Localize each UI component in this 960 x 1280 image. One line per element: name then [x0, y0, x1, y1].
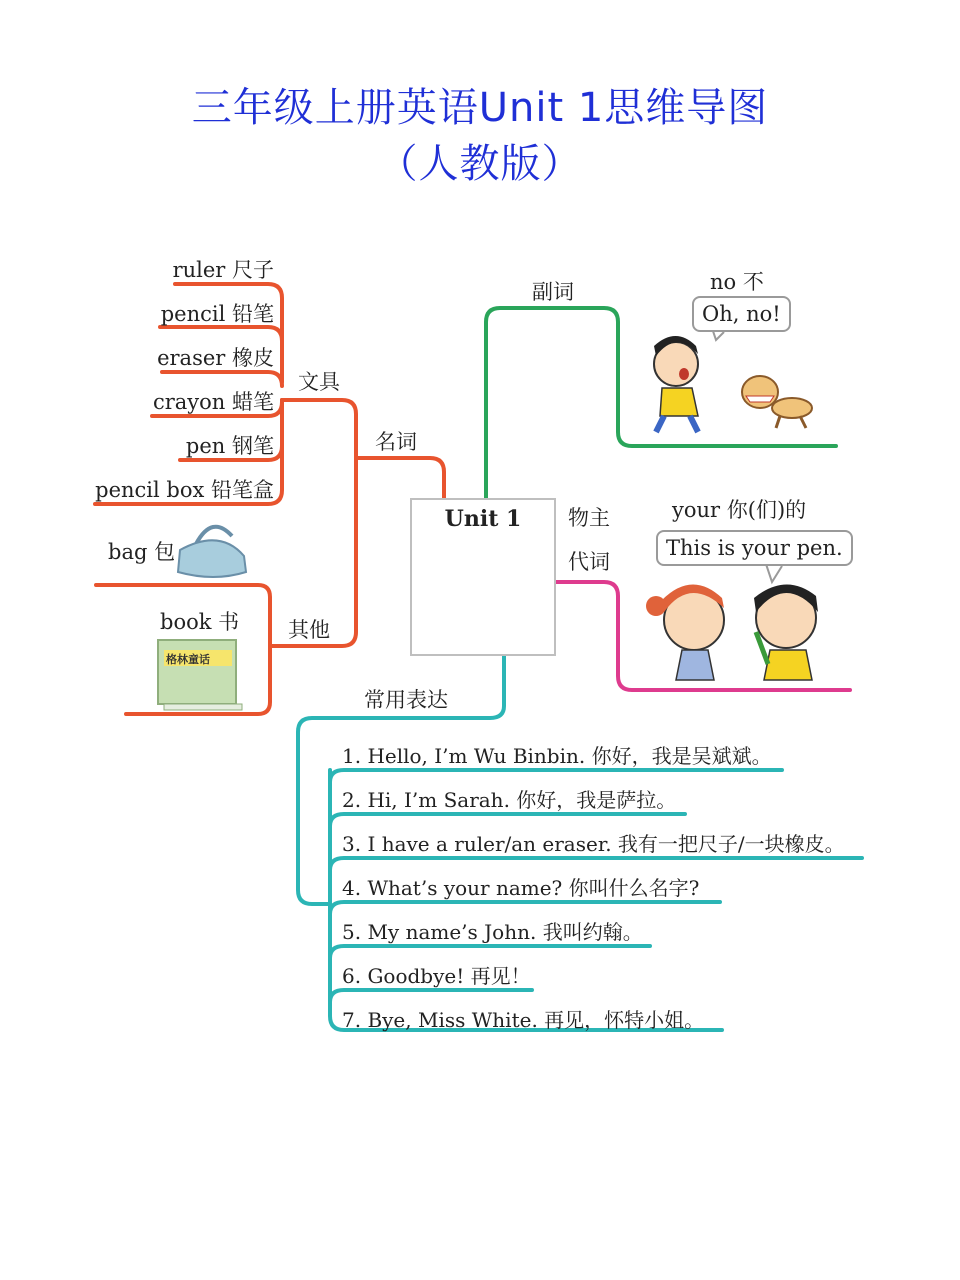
- expression-sentence: 6. Goodbye! 再见！: [342, 964, 531, 988]
- branch-label-possessive-1: 物主: [568, 506, 610, 530]
- branch-label-stationery: 文具: [298, 370, 340, 394]
- girl-and-boy-illustration: [646, 564, 818, 680]
- boy-and-dog-illustration: [654, 328, 812, 432]
- stationery-item: pen 钢笔: [185, 434, 274, 458]
- stationery-item: crayon 蜡笔: [152, 390, 274, 414]
- stationery-item: eraser 橡皮: [157, 346, 274, 370]
- expression-sentence: 1. Hello, I’m Wu Binbin. 你好，我是吴斌斌。: [342, 744, 772, 768]
- branch-label-noun: 名词: [375, 430, 417, 454]
- stationery-item: pencil 铅笔: [160, 302, 274, 326]
- branch-label-other: 其他: [288, 618, 330, 642]
- center-title: Unit 1: [444, 506, 522, 532]
- expression-sentence: 3. I have a ruler/an eraser. 我有一把尺子/一块橡皮。: [342, 832, 845, 856]
- other-item-bag: bag 包: [108, 540, 176, 564]
- expression-sentence: 4. What’s your name? 你叫什么名字?: [342, 876, 700, 900]
- stationery-item: ruler 尺子: [172, 258, 274, 282]
- branch-label-adverb: 副词: [532, 280, 574, 304]
- stationery-item: pencil box 铅笔盒: [95, 478, 274, 502]
- speech-bubble-oh-no: Oh, no!: [692, 296, 791, 332]
- bag-illustration: [178, 527, 246, 577]
- expression-sentence: 7. Bye, Miss White. 再见，怀特小姐。: [342, 1008, 705, 1032]
- branch-label-possessive-2: 代词: [568, 550, 610, 574]
- other-item-book: book 书: [160, 610, 240, 634]
- adverb-word: no 不: [710, 270, 764, 294]
- expression-sentence: 5. My name’s John. 我叫约翰。: [342, 920, 643, 944]
- center-node: [410, 498, 556, 656]
- book-cover-title: 格林童话: [166, 653, 210, 666]
- expression-sentence: 2. Hi, I’m Sarah. 你好，我是萨拉。: [342, 788, 677, 812]
- speech-bubble-your-pen: This is your pen.: [656, 530, 853, 566]
- possessive-word: your 你(们)的: [672, 498, 807, 522]
- page-title: 三年级上册英语Unit 1思维导图: [191, 85, 769, 131]
- branch-label-expressions: 常用表达: [364, 688, 448, 712]
- page-subtitle: （人教版）: [377, 141, 583, 187]
